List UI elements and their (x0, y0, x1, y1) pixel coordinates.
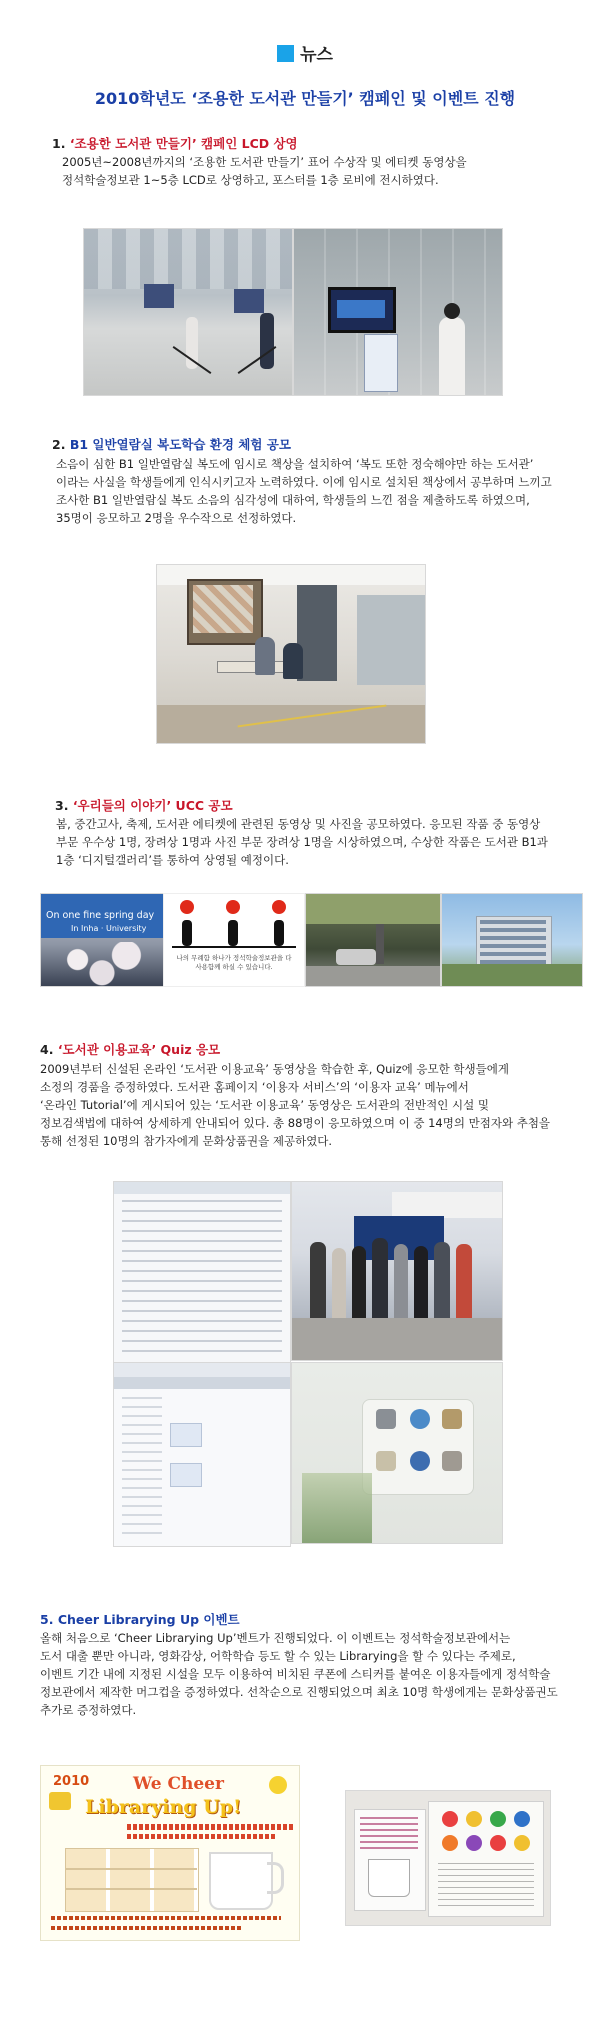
text-line: 1층 ‘디지털갤러리’를 통하여 상영될 예정이다. (56, 853, 289, 867)
poster-title-1: We Cheer (133, 1774, 224, 1794)
screenshot-tutorial-menu (291, 1362, 503, 1544)
text-line: 정석학술정보관 1~5층 LCD로 상영하고, 포스터를 1층 로비에 전시하였다. (62, 173, 439, 187)
photo-ucc-etiquette-sign (163, 893, 305, 987)
section-4-body (40, 1060, 550, 1150)
section-1-heading (52, 134, 298, 152)
section-5-heading (40, 1610, 240, 1628)
text-line: 소음이 심한 B1 일반열람실 복도에 임시로 책상을 설치하여 ‘복도 또한 정숙해야만 하는 도서관’ (56, 457, 534, 471)
news-square-icon (277, 45, 294, 62)
photo-coupon-and-mug (345, 1790, 551, 1926)
poster-title-2: Librarying Up! (85, 1796, 242, 1818)
section-2-title: B1 일반열람실 복도학습 환경 체험 공모 (69, 437, 291, 452)
section-3-body (56, 815, 548, 869)
text-line: 도서 대출 뿐만 아니라, 영화감상, 어학학습 등도 할 수 있는 Librarying을 할 수 있다는 주제로, (40, 1649, 516, 1663)
text-line: 통해 선정된 10명의 참가자에게 문화상품권을 제공하였다. (40, 1134, 333, 1148)
section-3-heading (55, 796, 233, 814)
text-line: 올해 처음으로 ‘Cheer Librarying Up’벤트가 진행되었다. 이 이벤트는 정석학술정보관에서는 (40, 1631, 511, 1645)
section-2-num: 2. (52, 437, 66, 452)
poster-cheer-librarying-up (40, 1765, 300, 1941)
ucc-caption-2: In Inha · University (71, 924, 147, 933)
text-line: ‘온라인 Tutorial’에 게시되어 있는 ‘도서관 이용교육’ 동영상은 도서관의 전반적인 시설 및 (40, 1098, 489, 1112)
photo-ucc-campus-street (305, 893, 441, 987)
section-5-body (40, 1629, 558, 1719)
photo-ucc-spring (40, 893, 164, 987)
photo-hallway-desks (156, 564, 426, 744)
section-3-title: ‘우리들의 이야기’ UCC 공모 (72, 798, 233, 813)
section-5-title: Cheer Librarying Up 이벤트 (57, 1612, 240, 1627)
ucc-sign-text: 나의 무례함 하나가 정석학술정보관을 다 사용함께 하실 수 있습니다. (176, 954, 292, 971)
text-line: 정보관에서 제작한 머그컵을 증정하였다. 선착순으로 진행되었으며 최초 10명 학생에게는 문화상품권도 (40, 1685, 558, 1699)
section-3-num: 3. (55, 798, 69, 813)
text-line: 2005년~2008년까지의 ‘조용한 도서관 만들기’ 표어 수상작 및 에티켓 동영상을 (62, 155, 467, 169)
photo-ucc-library-building (441, 893, 583, 987)
section-2-body (56, 455, 552, 527)
text-line: 정보검색법에 대하여 상세하게 안내되어 있다. 총 88명이 응모하였으며 이 중 14명의 만점자와 추첨을 (40, 1116, 551, 1130)
text-line: 이벤트 기간 내에 지정된 시설을 모두 이용하여 비치된 쿠폰에 스티커를 붙여온 이용자들에게 정석학술 (40, 1667, 551, 1681)
photo-quiz-winners (291, 1181, 503, 1361)
section-1-title: ‘조용한 도서관 만들기’ 캠페인 LCD 상영 (69, 136, 298, 151)
text-line: 2009년부터 신설된 온라인 ‘도서관 이용교육’ 동영상을 학습한 후, Quiz에 응모한 학생들에게 (40, 1062, 509, 1076)
section-4-heading (40, 1040, 220, 1058)
screenshot-quiz-page (113, 1181, 291, 1363)
text-line: 추가로 증정하였다. (40, 1703, 137, 1717)
text-line: 35명이 응모하고 2명을 우수작으로 선정하였다. (56, 511, 297, 525)
section-5-num: 5. (40, 1612, 54, 1627)
photo-lcd-screen (293, 228, 503, 396)
photo-lobby-lcd (83, 228, 293, 396)
poster-year: 2010 (53, 1774, 90, 1789)
screenshot-library-homepage (113, 1362, 291, 1547)
news-header (0, 40, 610, 65)
ucc-caption-1: On one fine spring day (46, 910, 155, 921)
text-line: 봄, 중간고사, 축제, 도서관 에티켓에 관련된 동영상 및 사진을 공모하였다. 응모된 작품 중 동영상 (56, 817, 541, 831)
text-line: 이라는 사실을 학생들에게 인식시키고자 노력하였다. 이에 임시로 설치된 책상에서 공부하며 느끼고 (56, 475, 552, 489)
text-line: 부문 우수상 1명, 장려상 1명과 사진 부문 장려상 1명을 시상하였으며, 수상한 작품은 도서관 B1과 (56, 835, 548, 849)
text-line: 소정의 경품을 증정하였다. 도서관 홈페이지 ‘이용자 서비스’의 ‘이용자 교육’ 메뉴에서 (40, 1080, 469, 1094)
news-title: 뉴스 (300, 45, 333, 65)
section-4-title: ‘도서관 이용교육’ Quiz 응모 (57, 1042, 221, 1057)
section-2-heading (52, 435, 291, 453)
section-1-body (62, 153, 467, 189)
section-4-num: 4. (40, 1042, 54, 1057)
page-title: 2010학년도 ‘조용한 도서관 만들기’ 캠페인 및 이벤트 진행 (94, 89, 516, 108)
section-1-num: 1. (52, 136, 66, 151)
text-line: 조사한 B1 일반열람실 복도 소음의 심각성에 대하여, 학생들의 느낀 점을 제출하도록 하였으며, (56, 493, 530, 507)
